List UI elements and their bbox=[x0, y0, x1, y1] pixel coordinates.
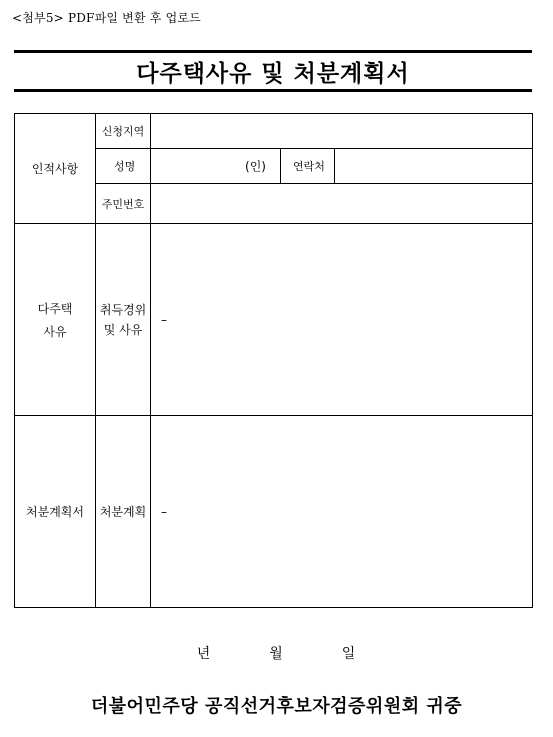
personal-section-text: 인적사항 bbox=[31, 162, 79, 176]
region-label: 신청지역 bbox=[101, 125, 145, 138]
plan-section-text: 처분계획서 bbox=[26, 505, 84, 519]
reason-row bbox=[15, 224, 533, 416]
reason-field[interactable] bbox=[151, 224, 533, 416]
plan-value: – bbox=[161, 504, 167, 519]
name-label-2: 명 bbox=[124, 160, 136, 173]
seal-mark: (인) bbox=[245, 159, 266, 174]
date-year: 년 bbox=[196, 646, 212, 662]
plan-row bbox=[15, 416, 533, 608]
date-month: 월 bbox=[269, 646, 284, 662]
contact-field[interactable] bbox=[335, 149, 533, 184]
reason-section-text-2: 사유 bbox=[43, 324, 67, 339]
reason-section-text-1: 다주택 bbox=[37, 301, 73, 316]
region-field[interactable] bbox=[151, 114, 533, 149]
reason-sub-text-1: 취득경위 bbox=[99, 303, 147, 317]
title-bar bbox=[14, 50, 532, 92]
date-line bbox=[0, 643, 553, 663]
plan-field[interactable] bbox=[151, 416, 533, 608]
name-label-cell bbox=[96, 149, 151, 184]
id-label: 주민번호 bbox=[101, 197, 145, 211]
contact-label-cell bbox=[281, 149, 335, 184]
reason-value: – bbox=[161, 312, 167, 327]
reason-sub-label bbox=[96, 224, 151, 416]
name-label-1: 성 bbox=[114, 160, 125, 173]
region-row bbox=[15, 114, 533, 149]
name-field[interactable] bbox=[151, 149, 281, 184]
attachment-note: <첨부5> PDF파일 변환 후 업로드 bbox=[12, 11, 201, 25]
document-title: 다주택사유 및 처분계획서 bbox=[136, 60, 410, 87]
region-label-cell bbox=[96, 114, 151, 149]
contact-label-2: 락 bbox=[303, 160, 315, 173]
id-field[interactable] bbox=[151, 184, 533, 224]
reason-section-label bbox=[15, 224, 96, 416]
plan-sub-label bbox=[96, 416, 151, 608]
plan-sub-text: 처분계획 bbox=[99, 505, 147, 519]
contact-label-3: 처 bbox=[314, 160, 325, 173]
id-label-cell bbox=[96, 184, 151, 224]
personal-section-label bbox=[15, 114, 96, 224]
form-table bbox=[14, 113, 533, 608]
plan-section-label bbox=[15, 416, 96, 608]
contact-label-1: 연 bbox=[293, 160, 304, 173]
footer-addressee: 더불어민주당 공직선거후보자검증위원회 귀중 bbox=[90, 696, 463, 717]
date-day: 일 bbox=[341, 646, 357, 662]
reason-sub-text-2: 및 사유 bbox=[103, 323, 143, 337]
